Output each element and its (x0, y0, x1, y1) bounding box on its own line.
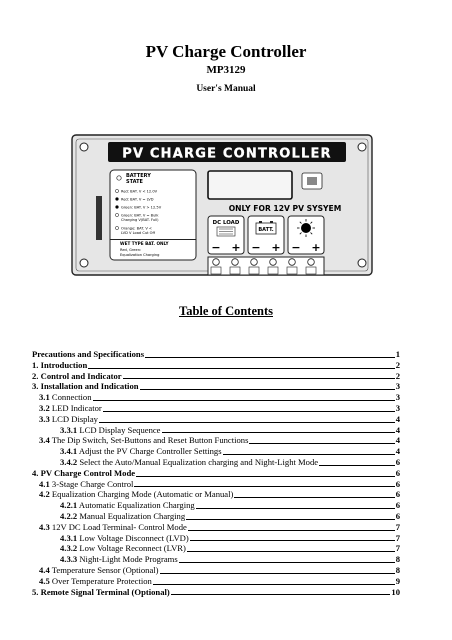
toc-entry-text: The Dip Switch, Set-Buttons and Reset Button Functions (51, 435, 249, 446)
toc-page-number: 3 (395, 381, 400, 392)
batt-plus: + (271, 241, 281, 254)
toc-page-number: 4 (395, 413, 400, 424)
toc-entry[interactable] (32, 446, 400, 457)
toc-entry-text: Installation and Indication (40, 381, 139, 392)
toc-entry-title (32, 435, 248, 446)
toc-entry-number: 4.2 (39, 489, 50, 500)
toc-entry-number: 3.4.1 (60, 446, 78, 457)
dc-load-label: DC LOAD (212, 220, 240, 226)
toc-entry-text: Connection (51, 392, 92, 403)
toc-leader-line (179, 562, 395, 563)
toc-entry[interactable] (32, 576, 400, 587)
toc-entry-number: 5. (32, 586, 39, 597)
toc-entry-number: 4.1 (39, 478, 50, 489)
document-title: PV Charge Controller (145, 42, 307, 61)
toc-entry-title (32, 381, 139, 392)
toc-entry-title (32, 543, 186, 554)
equalization-line: Red, Green: (120, 248, 142, 252)
toc-page-number: 9 (395, 575, 400, 586)
toc-entry-number: 4.2.1 (60, 500, 78, 511)
led-green-icon (115, 205, 118, 208)
svg-text:Equalization Charging: Equalization Charging (120, 253, 160, 257)
table-of-contents (32, 349, 400, 597)
toc-leader-line (319, 465, 395, 466)
mount-hole-icon (80, 259, 88, 267)
toc-entry-number: 4.4 (39, 564, 50, 575)
toc-leader-line (153, 584, 395, 585)
toc-entry-title (32, 468, 135, 479)
toc-entry-text: Remote Signal Terminal (Optional) (40, 586, 170, 597)
toc-leader-line (171, 594, 391, 595)
toc-page-number: 4 (395, 435, 400, 446)
svg-text:Charging V(BAT. Full): Charging V(BAT. Full) (121, 217, 159, 222)
toc-entry-text: Introduction (40, 359, 88, 370)
toc-entry-text: Over Temperature Protection (51, 575, 152, 586)
toc-page-number: 4 (395, 446, 400, 457)
toc-entry-title (32, 511, 185, 522)
charge-controller-illustration (70, 133, 382, 279)
toc-entry-text: Adjust the PV Charge Controller Settings (78, 446, 222, 457)
toc-page-number: 6 (395, 467, 400, 478)
toc-entry-text: Low Voltage Disconnect (LVD) (79, 532, 189, 543)
toc-entry-text: Night-Light Mode Programs (79, 554, 178, 565)
toc-entry[interactable] (32, 543, 400, 554)
toc-leader-line (134, 486, 394, 487)
toc-entry-number: 4.3.3 (60, 554, 78, 565)
toc-entry[interactable] (32, 500, 400, 511)
toc-entry-title (32, 533, 189, 544)
dc-load-minus: − (211, 241, 221, 254)
toc-entry-title (32, 479, 133, 490)
toc-entry-text: 12V DC Load Terminal- Control Mode (51, 521, 187, 532)
toc-entry-text: Control and Indicator (40, 370, 122, 381)
toc-leader-line (136, 476, 395, 477)
toc-heading: Table of Contents (179, 304, 273, 318)
toc-entry-number: 4.3.2 (60, 543, 78, 554)
toc-page-number: 6 (395, 478, 400, 489)
toc-entry-title (32, 392, 92, 403)
toc-entry-number: 3.4 (39, 435, 50, 446)
led-line-5: Orange: BAT. V < (121, 226, 152, 231)
toc-entry[interactable] (32, 533, 400, 544)
toc-entry-text: Automatic Equalization Charging (78, 500, 195, 511)
toc-page-number: 6 (395, 510, 400, 521)
toc-entry[interactable] (32, 435, 400, 446)
toc-leader-line (186, 519, 395, 520)
svg-text:STATE: STATE (126, 179, 143, 185)
pv-system-label: ONLY FOR 12V PV SYSYEM (228, 204, 342, 213)
toc-entry-title (32, 414, 98, 425)
toc-entry[interactable] (32, 479, 400, 490)
model-number: MP3129 (206, 64, 246, 76)
toc-entry-text: Temperature Sensor (Optional) (51, 564, 159, 575)
screw-terminal-icon (232, 259, 239, 266)
toc-entry-text: PV Charge Control Mode (40, 467, 136, 478)
toc-entry-number: 3. (32, 381, 39, 392)
mount-hole-icon (80, 143, 88, 151)
toc-entry-number: 4. (32, 467, 39, 478)
toc-page-number: 1 (395, 349, 400, 359)
toc-leader-line (188, 530, 395, 531)
toc-leader-line (223, 454, 395, 455)
toc-entry-title (32, 425, 161, 436)
toc-page-number: 7 (395, 543, 400, 554)
toc-page-number: 10 (391, 586, 400, 597)
toc-entry-title (32, 576, 152, 587)
toc-entry[interactable] (32, 522, 400, 533)
pv-minus: − (291, 241, 301, 254)
toc-entry[interactable] (32, 371, 400, 382)
toc-page-number: 7 (395, 521, 400, 532)
led-line-3: Green: BAT. V > 12.5V (121, 205, 162, 210)
toc-leader-line (145, 357, 395, 358)
toc-entry-text: Select the Auto/Manual Equalization charging and Night-Light Mode (79, 456, 319, 467)
led-line-4: Green: BAT. V = Bulk (121, 213, 159, 218)
toc-leader-line (187, 551, 395, 552)
toc-entry-title (32, 489, 233, 500)
toc-entry-number: 4.5 (39, 575, 50, 586)
toc-entry-title (32, 500, 195, 511)
screw-terminal-icon (213, 259, 220, 266)
toc-entry-text: LCD Display (51, 413, 98, 424)
toc-entry-title (32, 403, 102, 414)
toc-leader-line (160, 573, 395, 574)
toc-leader-line (88, 368, 394, 369)
toc-leader-line (249, 443, 394, 444)
toc-entry-title (32, 349, 144, 360)
toc-entry-number: 3.4.2 (60, 456, 78, 467)
toc-entry-number: 4.2.2 (60, 510, 78, 521)
toc-entry-text: 3-Stage Charge Control (51, 478, 134, 489)
toc-page-number: 6 (395, 456, 400, 467)
toc-entry[interactable] (32, 425, 400, 436)
toc-page-number: 6 (395, 500, 400, 511)
toc-entry[interactable] (32, 360, 400, 371)
toc-entry-title (32, 446, 222, 457)
toc-entry[interactable] (32, 414, 400, 425)
toc-entry-text: LCD Display Sequence (79, 424, 161, 435)
toc-entry[interactable] (32, 565, 400, 576)
toc-entry[interactable] (32, 403, 400, 414)
batt-label: BATT. (258, 227, 274, 233)
toc-entry-number: 3.3.1 (60, 424, 78, 435)
sun-icon (301, 223, 311, 233)
led-line-2: Red: BAT. V = LVD (121, 197, 154, 202)
toc-entry-title (32, 565, 159, 576)
toc-leader-line (234, 497, 394, 498)
toc-entry[interactable] (32, 457, 400, 468)
toc-entry[interactable] (32, 349, 400, 360)
toc-entry-title (32, 522, 187, 533)
toc-page-number: 8 (395, 564, 400, 575)
toc-page-number: 6 (395, 489, 400, 500)
battery-state-label: BATTERY (126, 173, 151, 179)
toc-entry-title (32, 371, 122, 382)
toc-entry[interactable] (32, 554, 400, 565)
toc-page-number: 3 (395, 392, 400, 403)
lcd-display (208, 171, 292, 199)
toc-entry[interactable] (32, 511, 400, 522)
toc-leader-line (162, 432, 395, 433)
screw-terminal-icon (289, 259, 296, 266)
toc-page-number: 3 (395, 402, 400, 413)
led-red-icon (115, 197, 118, 200)
toc-entry-number: 3.3 (39, 413, 50, 424)
toc-entry-number: 3.2 (39, 402, 50, 413)
toc-entry-text: LED Indicator (51, 402, 102, 413)
toc-entry-number: 3.1 (39, 392, 50, 403)
screw-terminal-icon (270, 259, 277, 266)
manual-subtitle: User's Manual (196, 84, 256, 94)
toc-page-number: 7 (395, 532, 400, 543)
toc-entry[interactable] (32, 381, 400, 392)
toc-leader-line (99, 422, 395, 423)
dc-load-plus: + (231, 241, 241, 254)
toc-page-number: 8 (395, 554, 400, 565)
led-line-1: Red: BAT. V < 12.0V (121, 189, 158, 194)
toc-entry-title (32, 587, 170, 598)
toc-entry-title (32, 554, 178, 565)
toc-entry-number: 2. (32, 370, 39, 381)
mount-hole-icon (358, 259, 366, 267)
toc-leader-line (190, 540, 395, 541)
toc-entry[interactable] (32, 489, 400, 500)
svg-text:LVD V Load Cut Off: LVD V Load Cut Off (121, 230, 155, 235)
toc-entry[interactable] (32, 468, 400, 479)
toc-entry-text: Equalization Charging Mode (Automatic or Manual) (51, 489, 234, 500)
toc-entry-text: Low Voltage Reconnect (LVR) (79, 543, 186, 554)
toc-entry[interactable] (32, 587, 400, 598)
pv-plus: + (311, 241, 321, 254)
toc-entry-text: Precautions and Specifications (32, 349, 145, 359)
toc-entry-number: 4.3.1 (60, 532, 78, 543)
side-slot (96, 196, 102, 240)
mount-hole-icon (358, 143, 366, 151)
toc-entry-title (32, 457, 318, 468)
toc-leader-line (93, 400, 395, 401)
toc-page-number: 4 (395, 424, 400, 435)
toc-entry-text: Manual Equalization Charging (79, 510, 186, 521)
batt-minus: − (251, 241, 261, 254)
wet-type-label: WET TYPE BAT. ONLY (120, 241, 169, 246)
toc-entry-number: 4.3 (39, 521, 50, 532)
toc-leader-line (103, 411, 395, 412)
banner-text: PV CHARGE CONTROLLER (122, 146, 332, 162)
toc-leader-line (140, 389, 395, 390)
toc-entry[interactable] (32, 392, 400, 403)
toc-entry-number: 1. (32, 359, 39, 370)
toc-leader-line (196, 508, 395, 509)
toc-leader-line (123, 378, 395, 379)
screw-terminal-icon (251, 259, 258, 266)
screw-terminal-icon (308, 259, 315, 266)
toc-page-number: 2 (395, 359, 400, 370)
toc-entry-title (32, 360, 87, 371)
toc-page-number: 2 (395, 370, 400, 381)
